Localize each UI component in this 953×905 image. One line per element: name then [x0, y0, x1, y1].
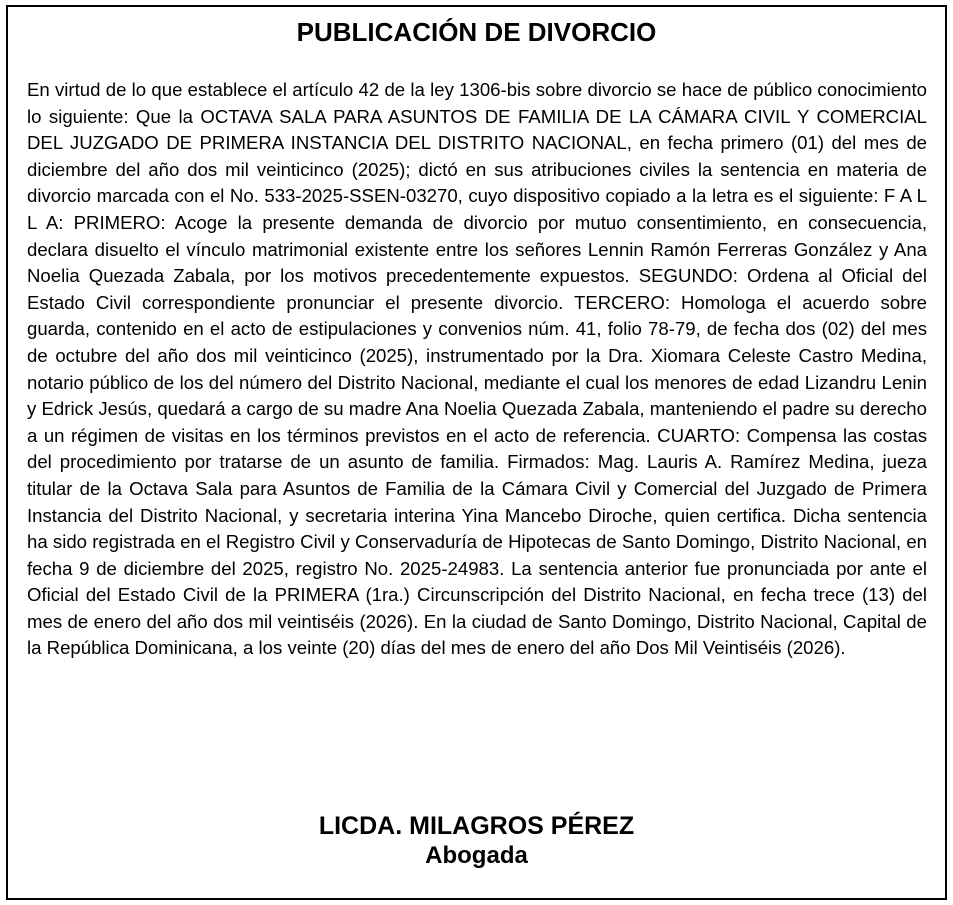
signatory-role: Abogada	[425, 842, 528, 869]
divorce-notice	[6, 5, 947, 900]
notice-body: En virtud de lo que establece el artículo 42 de la ley 1306-bis sobre divorcio se hace de público conocimiento lo siguiente: Que la OCTAVA SALA PARA ASUNTOS DE FAMILIA DE LA CÁMARA CIVIL Y COMERCIAL DEL JUZGADO DE PRIMERA INSTANCIA DEL DISTRITO NACIONAL, en fecha primero (01) del mes de diciembre del año dos mil veinticinco (2025); dictó en sus atribuciones civiles la sentencia en materia de divorcio marcada con el No. 533-2025-SSEN-03270, cuyo dispositivo copiado a la letra es el siguiente: F A L L A: PRIMERO: Acoge la presente demanda de divorcio por mutuo consentimiento, en consecuencia, declara disuelto el vínculo matrimonial existente entre los señores Lennin Ramón Ferreras González y Ana Noelia Quezada Zabala, por los motivos precedentemente expuestos. SEGUNDO: Ordena al Oficial del Estado Civil correspondiente pronunciar el presente divorcio. TERCERO: Homologa el acuerdo sobre guarda, contenido en el acto de estipulaciones y convenios núm. 41, folio 78-79, de fecha dos (02) del mes de octubre del año dos mil veinticinco (2025), instrumentado por la Dra. Xiomara Celeste Castro Medina, notario público de los del número del Distrito Nacional, mediante el cual los menores de edad Lizandru Lenin y Edrick Jesús, quedará a cargo de su madre Ana Noelia Quezada Zabala, manteniendo el padre su derecho a un régimen de visitas en los términos previstos en el acto de referencia. CUARTO: Compensa las costas del procedimiento por tratarse de un asunto de familia. Firmados: Mag. Lauris A. Ramírez Medina, jueza titular de la Octava Sala para Asuntos de Familia de la Cámara Civil y Comercial del Juzgado de Primera Instancia del Distrito Nacional, y secretaria interina Yina Mancebo Diroche, quien certifica. Dicha sentencia ha sido registrada en el Registro Civil y Conservaduría de Hipotecas de Santo Domingo, Distrito Nacional, en fecha 9 de diciembre del 2025, registro No. 2025-24983. La sentencia anterior fue pronunciada por ante el Oficial del Estado Civil de la PRIMERA (1ra.) Circunscripción del Distrito Nacional, en fecha trece (13) del mes de enero del año dos mil veintiséis (2026). En la ciudad de Santo Domingo, Distrito Nacional, Capital de la República Dominicana, a los veinte (20) días del mes de enero del año Dos Mil Veintiséis (2026).	[27, 79, 927, 659]
signatory-name: LICDA. MILAGROS PÉREZ	[318, 812, 635, 840]
notice-title: PUBLICACIÓN DE DIVORCIO	[296, 17, 657, 47]
signature-block	[8, 811, 945, 871]
